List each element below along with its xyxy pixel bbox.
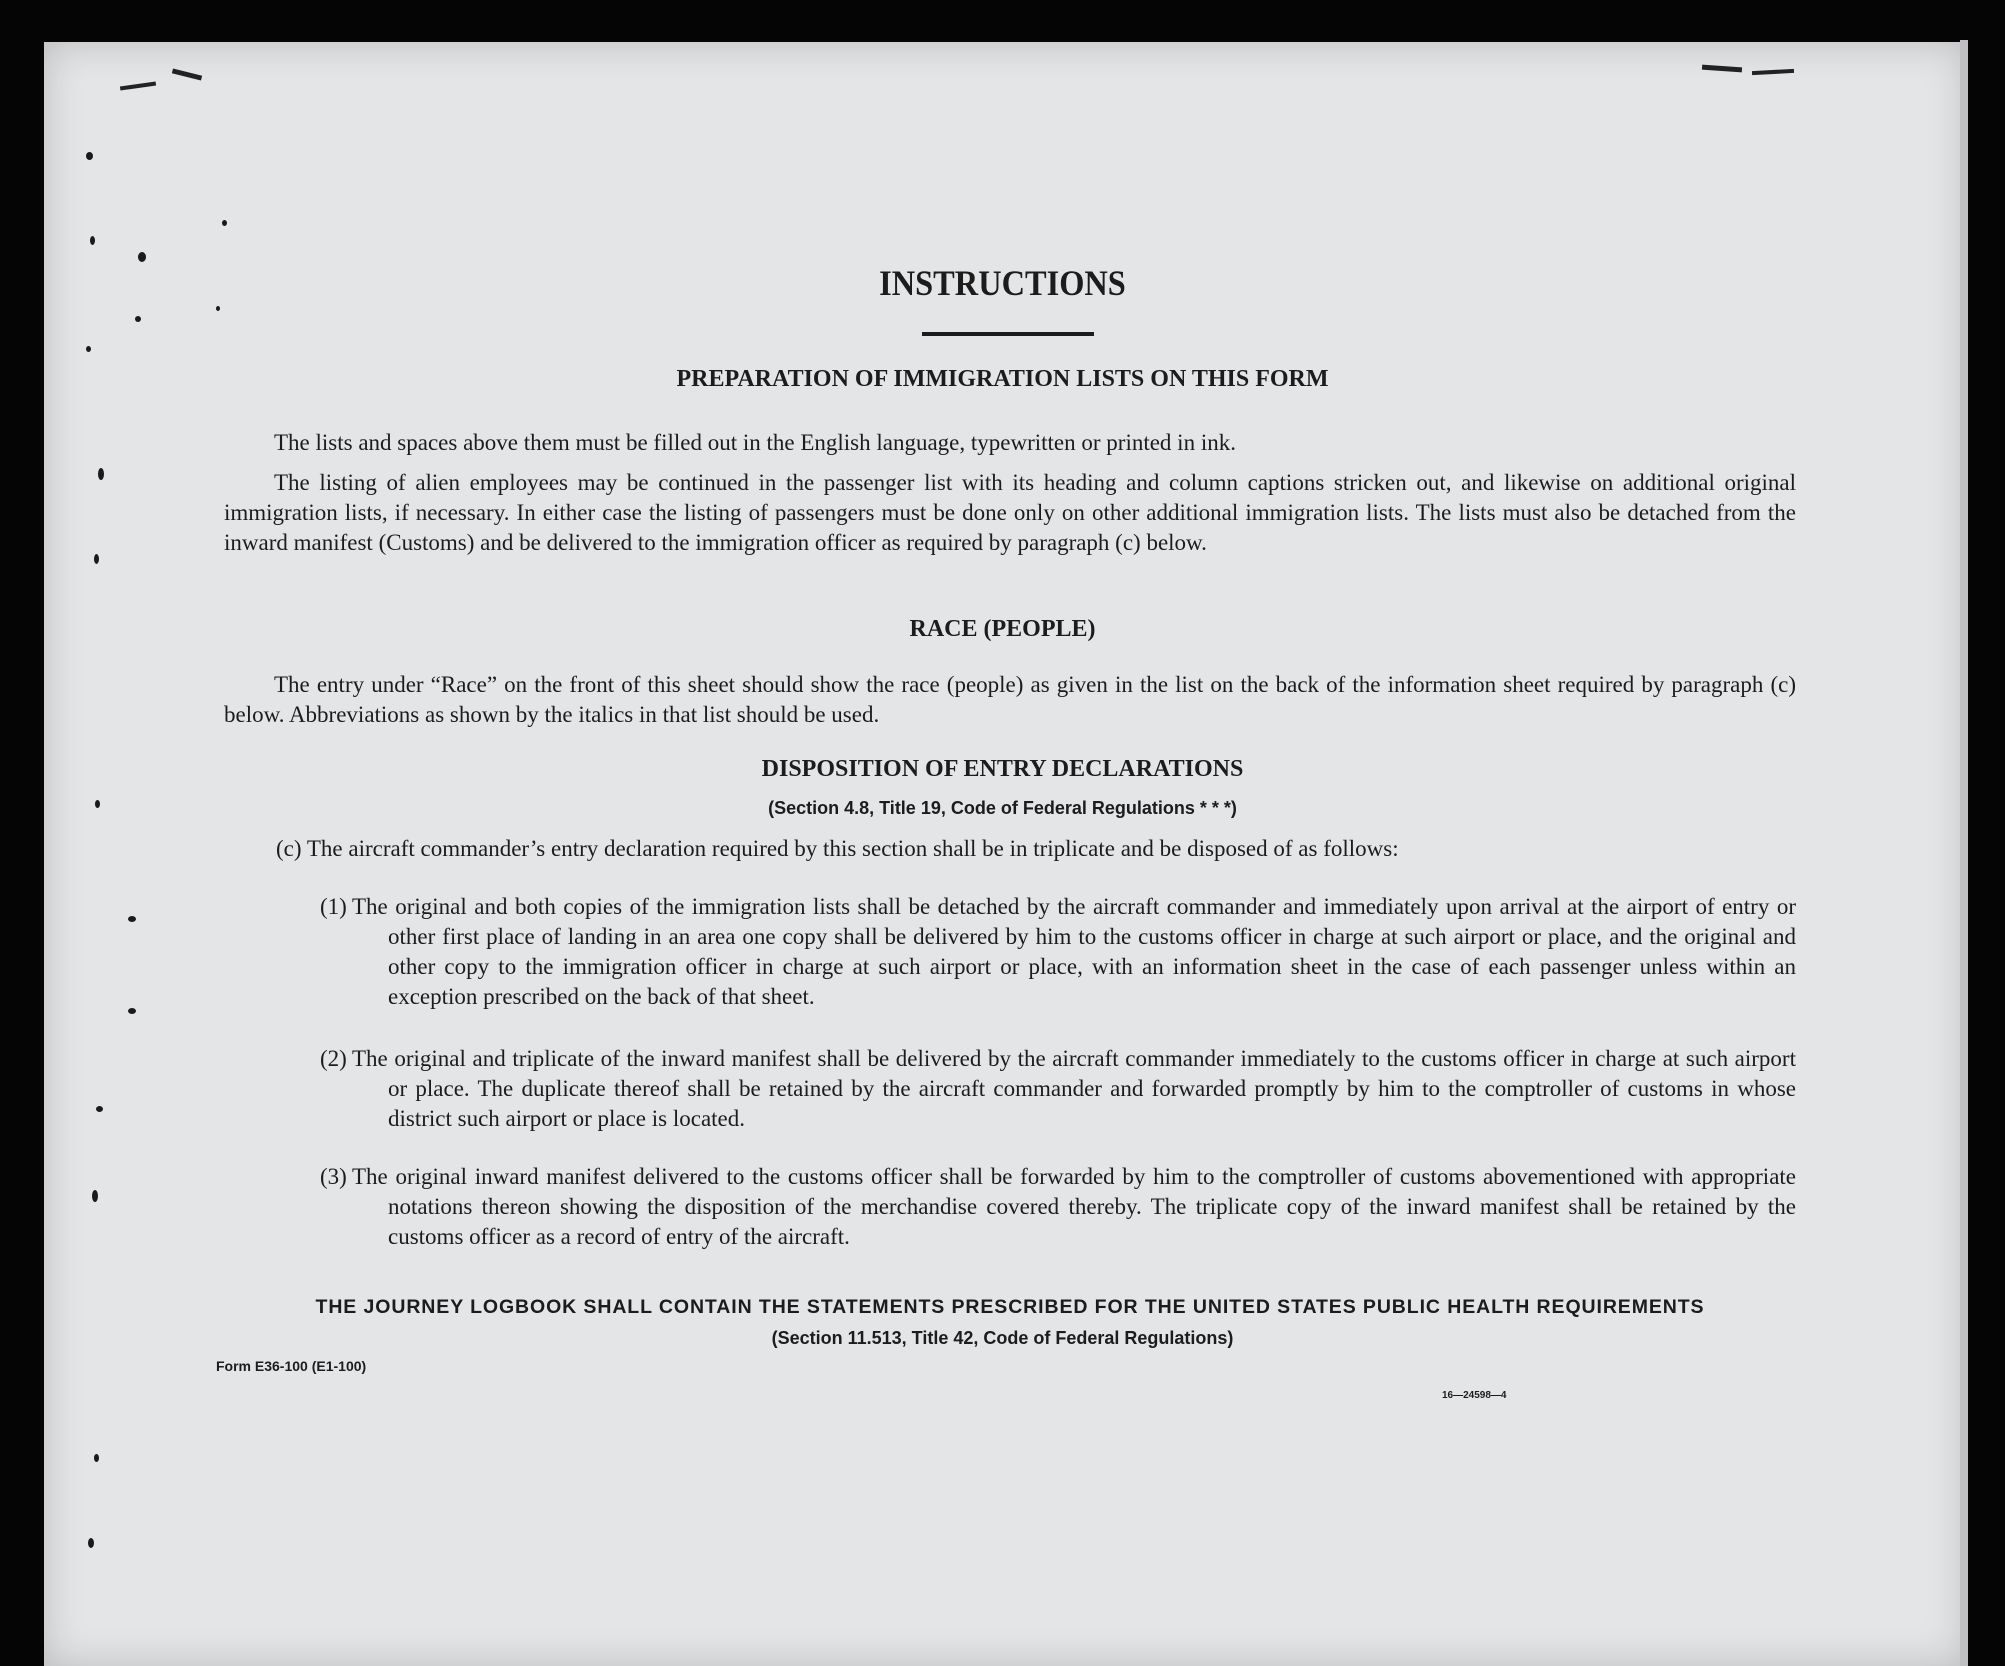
citation-section-11-513: (Section 11.513, Title 42, Code of Federal Regulations) <box>771 1328 1234 1348</box>
list-item-3 <box>320 1162 1796 1252</box>
citation-section-4-8: (Section 4.8, Title 19, Code of Federal Regulations * * *) <box>768 798 1237 818</box>
title-underline <box>922 332 1094 336</box>
public-health-statement: THE JOURNEY LOGBOOK SHALL CONTAIN THE STATEMENTS PRESCRIBED FOR THE UNITED STATES PUBLIC HEALTH REQUIREMENTS <box>315 1296 1705 1318</box>
list-item-number: (2) <box>320 1046 347 1071</box>
heading-disposition: DISPOSITION OF ENTRY DECLARATIONS <box>761 756 1244 782</box>
list-item-number: (3) <box>320 1164 347 1189</box>
paragraph-alien-employees: The listing of alien employees may be continued in the passenger list with its heading and column captions stricken out, and likewise on additional original immigration lists, if necessary. In either case the listing of passengers must be done only on other additional immigration lists. The lists must also be detached from the inward manifest (Customs) and be delivered to the immigration officer as required by paragraph (c) below. <box>224 470 1796 555</box>
heading-preparation: PREPARATION OF IMMIGRATION LISTS ON THIS FORM <box>676 366 1329 392</box>
list-item-text: The original inward manifest delivered to the customs officer shall be forwarded by him to the comptroller of customs abovementioned with appropriate notations thereon showing the disposition of the merchandise covered thereby. The triplicate copy of the inward manifest shall be retained by the customs officer as a record of entry of the aircraft. <box>352 1164 1796 1249</box>
paragraph-c-intro: (c) The aircraft commander’s entry declaration required by this section shall be in triplicate and be disposed of as follows: <box>276 836 1399 861</box>
paragraph-race: The entry under “Race” on the front of this sheet should show the race (people) as given in the list on the back of the information sheet required by paragraph (c) below. Abbreviations as shown by the italics in that list should be used. <box>224 672 1796 727</box>
heading-race: RACE (PEOPLE) <box>909 616 1096 642</box>
list-item-number: (1) <box>320 894 347 919</box>
form-number: Form E36-100 (E1-100) <box>216 1358 367 1374</box>
printing-code: 16—24598—4 <box>1442 1390 1507 1401</box>
list-item-1 <box>320 892 1796 1012</box>
paragraph-language: The lists and spaces above them must be filled out in the English language, typewritten or printed in ink. <box>274 430 1236 455</box>
list-item-2 <box>320 1044 1796 1134</box>
list-item-text: The original and both copies of the immigration lists shall be detached by the aircraft commander and immediately upon arrival at the airport of entry or other first place of landing in an area one copy shall be delivered by him to the customs officer in charge at such airport or place, and the original and other copy to the immigration officer in charge at such airport or place, with an information sheet in the case of each passenger unless within an exception prescribed on the back of that sheet. <box>352 894 1796 1009</box>
page-title: INSTRUCTIONS <box>879 263 1126 303</box>
list-item-text: The original and triplicate of the inward manifest shall be delivered by the aircraft commander immediately to the customs officer in charge at such airport or place. The duplicate thereof shall be retained by the aircraft commander and forwarded promptly by him to the comptroller of customs in whose district such airport or place is located. <box>352 1046 1796 1131</box>
